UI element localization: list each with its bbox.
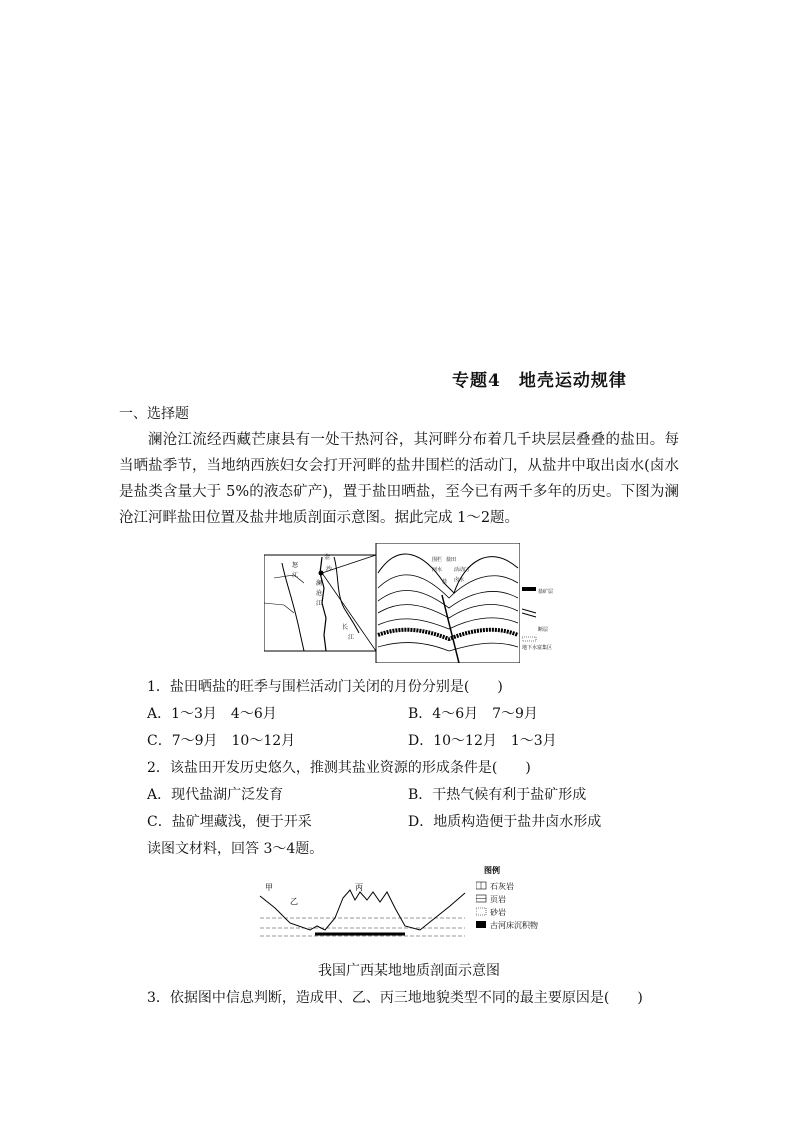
map-label: 澜 [316,580,323,587]
legend-label: 石灰岩 [490,882,514,891]
legend-label: 盐矿层 [538,589,554,595]
legend-label: 页岩 [490,895,506,904]
map-label: 江 [348,634,355,641]
section-heading: 一、选择题 [119,406,189,422]
intro-2: 读图文材料，回答 3～4题。 [147,841,324,857]
label-yi: 乙 [290,897,298,906]
legend-swatch-fault [522,609,536,617]
section-label: 河水 [432,567,443,573]
question-2-stem: 2．该盐田开发历史悠久，推测其盐业资源的形成条件是( ) [147,760,531,776]
question-3-stem: 3．依据图中信息判断，造成甲、乙、丙三地地貌类型不同的最主要原因是( ) [147,990,643,1006]
map-label: 江 [316,600,323,607]
question-2-option-a[interactable]: A．现代盐湖广泛发育 [147,787,284,803]
question-1-option-b[interactable]: B．4～6月 7～9月 [408,706,538,722]
question-1-stem: 1．盐田晒盐的旺季与围栏活动门关闭的月份分别是( ) [147,679,503,695]
legend-swatch-sandstone [476,908,486,915]
section-label: 活动门 [454,567,470,573]
page-title: 专题4 地壳运动规律 [452,371,627,391]
figure-2 [255,878,470,942]
figure-2-legend [476,864,576,936]
legend-swatch-riverbed [476,921,486,928]
legend-label: 古河床沉积物 [490,921,538,930]
map-label: 江 [292,572,299,579]
figure-1-svg [264,543,520,663]
figure-1 [264,543,520,663]
section-label: 围栏 [432,557,443,563]
legend-label: 砂岩 [490,908,506,917]
label-jia: 甲 [265,883,273,892]
legend-label: 断层 [538,627,549,633]
question-1-option-a[interactable]: A．1～3月 4～6月 [147,706,277,722]
question-1-option-c[interactable]: C．7～9月 10～12月 [147,733,296,749]
legend-swatch-salt [522,587,536,591]
map-label: 金 [324,554,331,561]
map-label: 怒 [292,562,299,569]
legend-title: 图例 [484,866,500,875]
map-label: 沙 [326,566,333,573]
section-label: 盐田 [446,557,457,563]
figure-2-caption: 我国广西某地地质剖面示意图 [318,963,500,979]
passage-1: 澜沧江流经西藏芒康县有一处干热河谷，其河畔分布着几千块层层叠叠的盐田。每当晒盐季节，当地纳西族妇女会打开河畔的盐井围栏的活动门，从盐井中取出卤水(卤水是盐类含量大于 5%的液态矿产)，置于盐田晒盐，至今已有两千多年的历史。下图为澜沧江河畔盐田位置及盐井地质剖面示意图。据此完成 1～2题。 [119,432,679,526]
section-label: 盐 [442,579,448,585]
map-label: 长 [342,624,349,631]
figure-1-legend [522,585,582,665]
question-2-option-b[interactable]: B．干热气候有利于盐矿形成 [408,787,587,803]
terrain-profile [260,890,465,930]
legend-label: 地下水富集区 [522,645,553,651]
map-label: 沧 [316,590,323,597]
legend-swatch-groundwater [522,637,536,641]
question-1-option-d[interactable]: D．10～12月 1～3月 [408,733,557,749]
question-2-option-c[interactable]: C．盐矿埋藏浅，便于开采 [147,814,312,830]
section-label: 卤水 [454,577,465,583]
question-2-option-d[interactable]: D．地质构造便于盐井卤水形成 [408,814,602,830]
label-bing: 丙 [355,883,363,892]
